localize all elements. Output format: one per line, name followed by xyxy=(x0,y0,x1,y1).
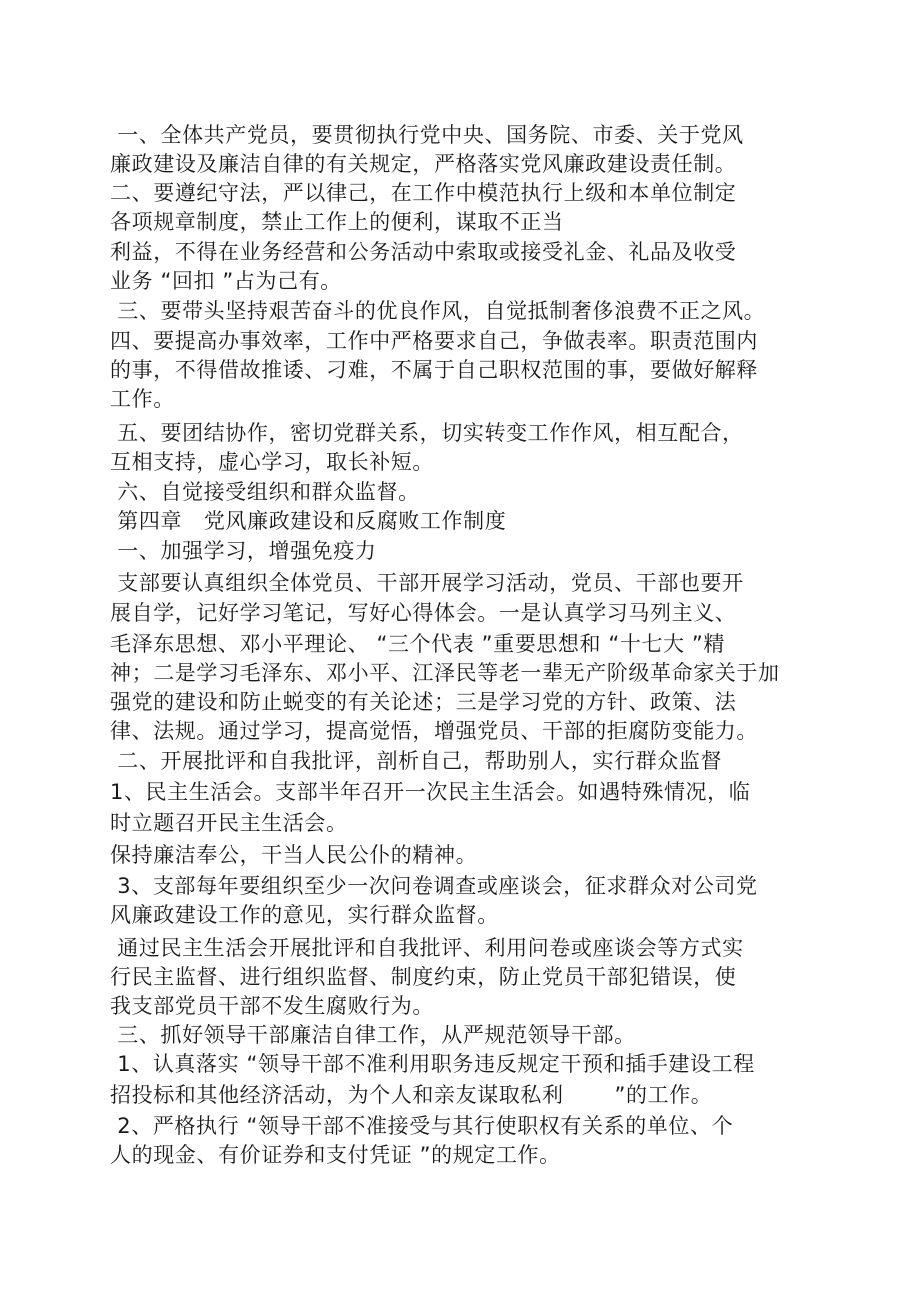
text-line: 一、全体共产党员，要贯彻执行党中央、国务院、市委、关于党风 xyxy=(110,123,744,147)
text-line: 人的现金、有价证券和支付凭证 ”的规定工作。 xyxy=(110,1143,561,1167)
text-line: 工作。 xyxy=(110,387,175,411)
text-line: 通过民主生活会开展批评和自我批评、利用问卷或座谈会等方式实 xyxy=(110,936,744,960)
text-line: 时立题召开民主生活会。 xyxy=(110,811,348,835)
text-line: 业务 “回扣 ”占为己有。 xyxy=(110,269,342,293)
text-line: 展自学，记好学习笔记，写好心得体会。一是认真学习马列主义、 xyxy=(110,601,737,625)
text-line: 行民主监督、进行组织监督、制度约束，防止党员干部犯错误，使 xyxy=(110,965,737,989)
text-line: 强党的建设和防止蜕变的有关论述；三是学习党的方针、政策、法 xyxy=(110,690,737,714)
text-line: 一、加强学习，增强免疫力 xyxy=(110,539,377,563)
text-line: 六、自觉接受组织和群众监督。 xyxy=(110,480,420,504)
text-line: 我支部党员干部不发生腐败行为。 xyxy=(110,994,434,1018)
text-line: 四、要提高办事效率，工作中严格要求自己，争做表率。职责范围内 xyxy=(110,329,758,353)
text-line: 互相支持，虚心学习，取长补短。 xyxy=(110,450,434,474)
text-line: 1、认真落实 “领导干部不准利用职务违反规定干预和插手建设工程 xyxy=(110,1052,755,1076)
text-line: 二、要遵纪守法，严以律己，在工作中模范执行上级和本单位制定 xyxy=(110,181,737,205)
text-line: 3、支部每年要组织至少一次问卷调查或座谈会，征求群众对公司党 xyxy=(110,874,758,898)
text-line: 三、要带头坚持艰苦奋斗的优良作风，自觉抵制奢侈浪费不正之风。 xyxy=(110,299,766,323)
text-line: 风廉政建设工作的意见，实行群众监督。 xyxy=(110,903,499,927)
text-line: 招投标和其他经济活动，为个人和亲友谋取私利 ”的工作。 xyxy=(110,1083,713,1107)
text-line: 三、抓好领导干部廉洁自律工作，从严规范领导干部。 xyxy=(110,1023,636,1047)
text-line: 二、开展批评和自我批评，剖析自己，帮助别人，实行群众监督 xyxy=(110,749,723,773)
text-line: 利益，不得在业务经营和公务活动中索取或接受礼金、礼品及收受 xyxy=(110,240,737,264)
text-line: 保持廉洁奉公，干当人民公仆的精神。 xyxy=(110,843,478,867)
text-line: 毛泽东思想、邓小平理论、 “三个代表 ”重要思想和 “十七大 ”精 xyxy=(110,632,726,656)
text-line: 律、法规。通过学习，提高觉悟，增强党员、干部的拒腐防变能力。 xyxy=(110,719,758,743)
text-line: 五、要团结协作，密切党群关系，切实转变工作作风，相互配合， xyxy=(110,421,744,445)
text-line: 支部要认真组织全体党员、干部开展学习活动，党员、干部也要开 xyxy=(110,571,744,595)
text-line: 各项规章制度，禁止工作上的便利，谋取不正当 xyxy=(110,210,564,234)
text-line: 廉政建设及廉洁自律的有关规定，严格落实党风廉政建设责任制。 xyxy=(110,152,737,176)
text-line: 神；二是学习毛泽东、邓小平、江泽民等老一辈无产阶级革命家关于加 xyxy=(110,661,780,685)
section-heading: 第四章 党风廉政建设和反腐败工作制度 xyxy=(110,509,507,533)
text-line: 1、民主生活会。支部半年召开一次民主生活会。如遇特殊情况，临 xyxy=(110,780,751,804)
text-line: 2、严格执行 “领导干部不准接受与其行使职权有关系的单位、个 xyxy=(110,1114,734,1138)
text-line: 的事，不得借故推诿、刁难，不属于自己职权范围的事，要做好解释 xyxy=(110,358,758,382)
